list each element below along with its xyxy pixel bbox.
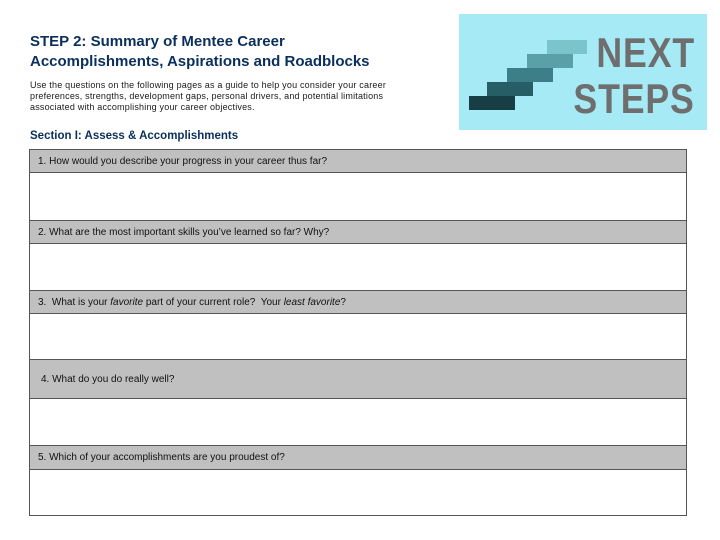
question-3-part-c: part of your current role? Your — [143, 296, 284, 308]
question-3-part-a: 3. What is your — [38, 296, 111, 308]
answer-field-3[interactable] — [30, 314, 686, 359]
question-row-2 — [30, 221, 686, 291]
intro-line-3: associated with accomplishing your career objectives. — [30, 102, 255, 112]
questions-table — [29, 149, 687, 516]
logo-word-steps: STEPS — [573, 75, 695, 122]
title-line-1: STEP 2: Summary of Mentee Career — [30, 33, 285, 50]
intro-text — [30, 80, 420, 113]
question-label-2: 2. What are the most important skills you’ve learned so far? Why? — [30, 221, 686, 244]
question-row-4 — [30, 360, 686, 446]
intro-line-2: preferences, strengths, development gaps, personal drivers, and potential limitations — [30, 91, 384, 101]
question-label-5: 5. Which of your accomplishments are you proudest of? — [30, 446, 686, 470]
title-line-2: Accomplishments, Aspirations and Roadblocks — [30, 53, 370, 70]
question-row-1 — [30, 150, 686, 221]
question-3-favorite: favorite — [110, 296, 144, 308]
next-steps-logo — [459, 14, 707, 130]
page-title — [30, 32, 370, 72]
logo-word-next: NEXT — [596, 29, 695, 76]
answer-field-4[interactable] — [30, 399, 686, 445]
intro-line-1: Use the questions on the following pages as a guide to help you consider your career — [30, 80, 387, 90]
answer-field-1[interactable] — [30, 173, 686, 220]
question-label-3 — [30, 291, 686, 314]
question-label-1: 1. How would you describe your progress in your career thus far? — [30, 150, 686, 173]
question-row-5 — [30, 446, 686, 515]
section-title: Section I: Assess & Accomplishments — [30, 130, 239, 142]
answer-field-2[interactable] — [30, 244, 686, 290]
question-row-3 — [30, 291, 686, 360]
question-3-least-favorite: least favorite — [283, 296, 341, 308]
answer-field-5[interactable] — [30, 470, 686, 515]
question-3-part-e: ? — [340, 296, 346, 308]
question-label-4: 4. What do you do really well? — [30, 360, 686, 399]
